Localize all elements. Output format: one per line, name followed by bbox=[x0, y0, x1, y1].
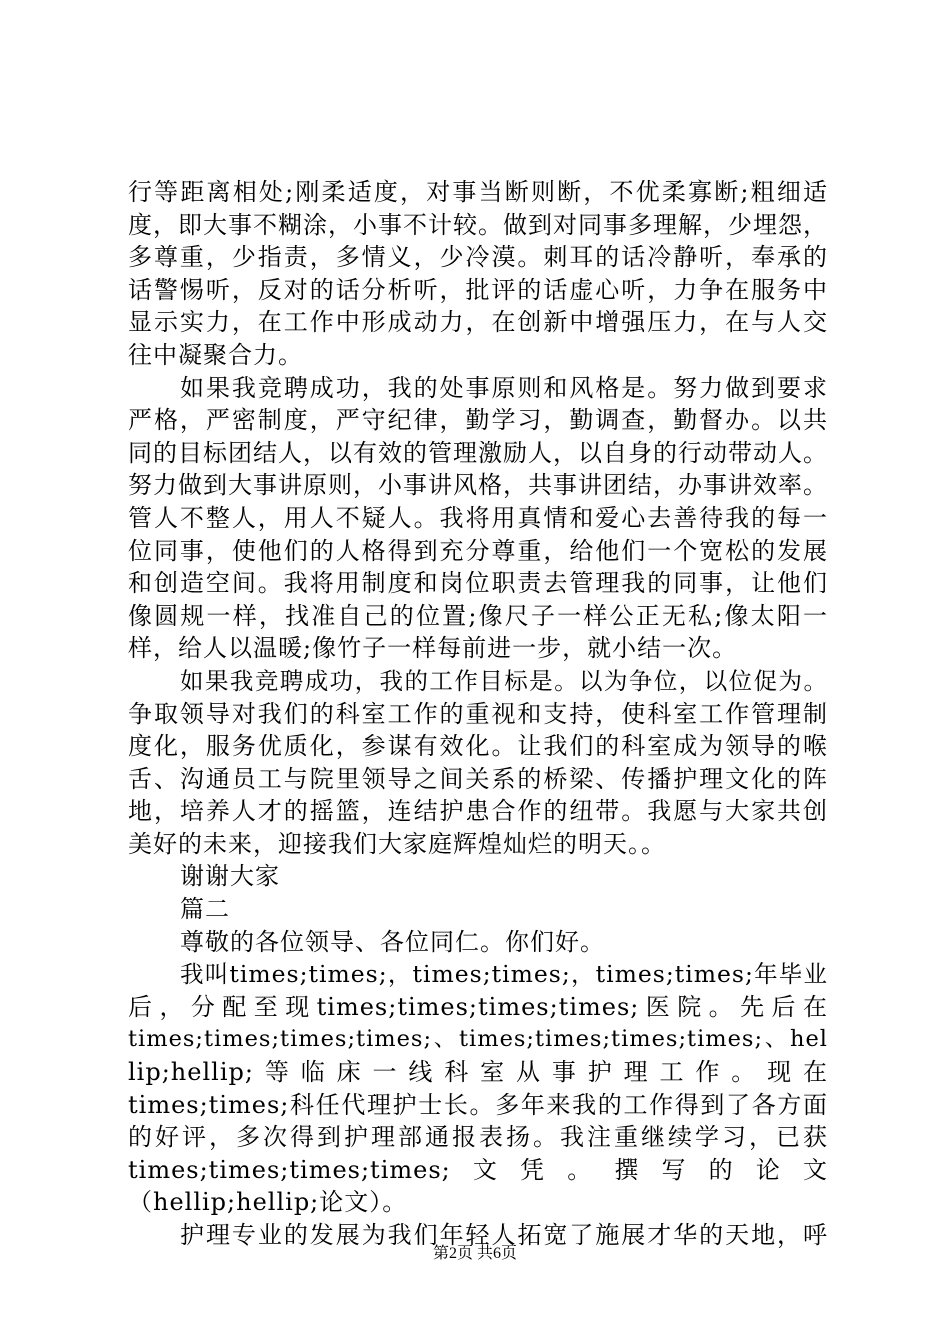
text-line: 努力做到大事讲原则，小事讲风格，共事讲团结，办事讲效率。 bbox=[128, 471, 828, 500]
text-line: times;times;times;times;、times;times;times;times;、hel bbox=[128, 1026, 828, 1053]
text-line: 的好评，多次得到护理部通报表扬。我注重继续学习，已获 bbox=[128, 1123, 828, 1152]
text-line: times;times;times;times;文凭。撰写的论文 bbox=[128, 1155, 828, 1184]
text-line: 样，给人以温暖;像竹子一样每前进一步，就小结一次。 bbox=[128, 634, 738, 663]
text-line: 争取领导对我们的科室工作的重视和支持，使科室工作管理制 bbox=[128, 699, 828, 728]
text-line: 和创造空间。我将用制度和岗位职责去管理我的同事，让他们 bbox=[128, 569, 828, 598]
text-line: 度化，服务优质化，参谋有效化。让我们的科室成为领导的喉 bbox=[128, 732, 828, 761]
text-line: 如果我竞聘成功，我的处事原则和风格是。努力做到要求 bbox=[180, 373, 828, 402]
text-line: 显示实力，在工作中形成动力，在创新中增强压力，在与人交 bbox=[128, 308, 828, 337]
text-line: 位同事，使他们的人格得到充分尊重，给他们一个宽松的发展 bbox=[128, 536, 828, 565]
text-line: 地，培养人才的摇篮，连结护患合作的纽带。我愿与大家共创 bbox=[128, 797, 828, 826]
document-body bbox=[128, 176, 828, 1252]
text-line: 同的目标团结人，以有效的管理激励人，以自身的行动带动人。 bbox=[128, 438, 828, 467]
text-line: （hellip;hellip;论文）。 bbox=[128, 1188, 408, 1217]
closing-line: 谢谢大家 bbox=[180, 862, 280, 891]
text-line: 多尊重，少指责，多情义，少冷漠。刺耳的话冷静听，奉承的 bbox=[128, 243, 828, 272]
text-line: 舌、沟通员工与院里领导之间关系的桥梁、传播护理文化的阵 bbox=[128, 764, 828, 793]
text-line: 美好的未来，迎接我们大家庭辉煌灿烂的明天。。 bbox=[128, 829, 666, 858]
text-line: 严格，严密制度，严守纪律，勤学习，勤调查，勤督办。以共 bbox=[128, 406, 828, 435]
text-line: 话警惕听，反对的话分析听，批评的话虚心听，力争在服务中 bbox=[128, 275, 828, 304]
section-heading: 篇二 bbox=[180, 895, 230, 924]
salutation: 尊敬的各位领导、各位同仁。你们好。 bbox=[180, 927, 605, 956]
text-line: 往中凝聚合力。 bbox=[128, 340, 303, 369]
text-line: 像圆规一样，找准自己的位置;像尺子一样公正无私;像太阳一 bbox=[128, 601, 828, 630]
text-line: 管人不整人，用人不疑人。我将用真情和爱心去善待我的每一 bbox=[128, 503, 828, 532]
page-number-footer: 第2页 共6页 bbox=[432, 1245, 517, 1262]
text-line: 护理专业的发展为我们年轻人拓宽了施展才华的天地，呼 bbox=[180, 1221, 828, 1249]
text-line: 我叫times;times;，times;times;，times;times;年毕业 bbox=[180, 960, 828, 989]
text-line: 如果我竞聘成功，我的工作目标是。以为争位，以位促为。 bbox=[180, 666, 828, 695]
text-line: 后，分配至现times;times;times;times;医院。先后在 bbox=[128, 992, 828, 1021]
text-line: 行等距离相处;刚柔适度，对事当断则断，不优柔寡断;粗细适 bbox=[128, 178, 828, 206]
text-line: lip;hellip;等临床一线科室从事护理工作。现在 bbox=[128, 1058, 828, 1087]
text-line: times;times;科任代理护士长。多年来我的工作得到了各方面 bbox=[128, 1090, 828, 1119]
text-line: 度，即大事不糊涂，小事不计较。做到对同事多理解，少埋怨， bbox=[128, 210, 828, 239]
